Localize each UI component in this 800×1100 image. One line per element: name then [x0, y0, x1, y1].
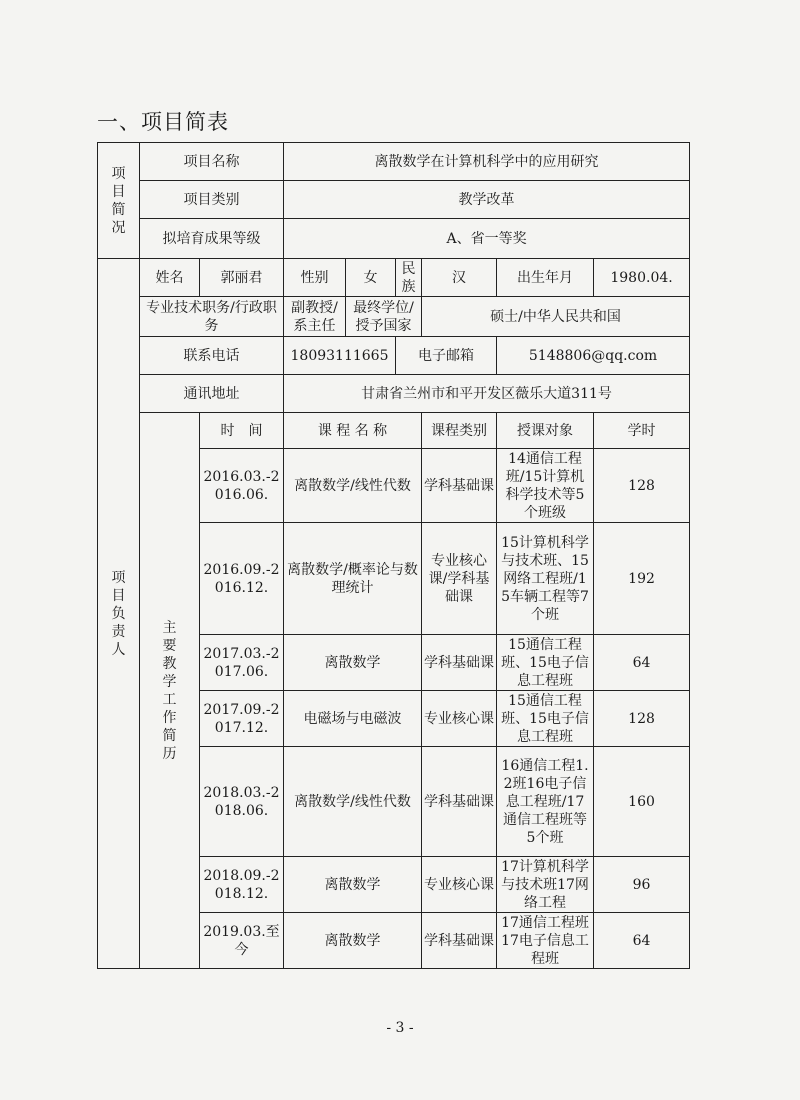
course-cell: 离散数学/线性代数	[284, 747, 422, 857]
address-label: 通讯地址	[140, 375, 284, 413]
type-cell: 学科基础课	[422, 635, 497, 691]
hours-cell: 160	[594, 747, 690, 857]
teaching-section-label: 主 要 教 学 工 作 简 历	[140, 413, 200, 969]
course-cell: 离散数学	[284, 635, 422, 691]
project-category-value: 教学改革	[284, 181, 690, 219]
type-cell: 学科基础课	[422, 449, 497, 523]
birth-date-value: 1980.04.	[594, 259, 690, 297]
birth-date-label: 出生年月	[497, 259, 594, 297]
degree-label: 最终学位/授予国家	[346, 297, 422, 337]
hours-cell: 96	[594, 857, 690, 913]
course-cell: 电磁场与电磁波	[284, 691, 422, 747]
hours-cell: 192	[594, 523, 690, 635]
project-name-value: 离散数学在计算机科学中的应用研究	[284, 143, 690, 181]
time-cell: 2016.09.-2016.12.	[200, 523, 284, 635]
type-cell: 专业核心课	[422, 857, 497, 913]
overview-section-label: 项 目 简 况	[98, 143, 140, 259]
gender-value: 女	[346, 259, 396, 297]
type-cell: 专业核心课/学科基础课	[422, 523, 497, 635]
hours-cell: 64	[594, 635, 690, 691]
time-cell: 2018.09.-2018.12.	[200, 857, 284, 913]
phone-label: 联系电话	[140, 337, 284, 375]
page-number: - 3 -	[386, 1020, 414, 1036]
course-cell: 离散数学/线性代数	[284, 449, 422, 523]
target-cell: 17通信工程班17电子信息工程班	[497, 913, 594, 969]
job-title-value: 副教授/系主任	[284, 297, 346, 337]
leader-section-label: 项 目 负 责 人	[98, 259, 140, 969]
time-cell: 2018.03.-2018.06.	[200, 747, 284, 857]
ethnicity-value: 汉	[422, 259, 497, 297]
type-cell: 专业核心课	[422, 691, 497, 747]
hours-cell: 64	[594, 913, 690, 969]
achievement-level-label: 拟培育成果等级	[140, 219, 284, 259]
job-title-label: 专业技术职务/行政职务	[140, 297, 284, 337]
column-header-hours: 学时	[594, 413, 690, 449]
project-category-label: 项目类别	[140, 181, 284, 219]
target-cell: 14通信工程班/15计算机科学技术等5个班级	[497, 449, 594, 523]
target-cell: 17计算机科学与技术班17网络工程	[497, 857, 594, 913]
hours-cell: 128	[594, 449, 690, 523]
column-header-target: 授课对象	[497, 413, 594, 449]
project-summary-table	[97, 142, 690, 969]
target-cell: 16通信工程1.2班16电子信息工程班/17通信工程班等5个班	[497, 747, 594, 857]
target-cell: 15计算机科学与技术班、15网络工程班/15车辆工程等7个班	[497, 523, 594, 635]
address-value: 甘肃省兰州市和平开发区薇乐大道311号	[284, 375, 690, 413]
hours-cell: 128	[594, 691, 690, 747]
target-cell: 15通信工程班、15电子信息工程班	[497, 635, 594, 691]
time-cell: 2019.03.至今	[200, 913, 284, 969]
type-cell: 学科基础课	[422, 747, 497, 857]
leader-name-label: 姓名	[140, 259, 200, 297]
course-cell: 离散数学	[284, 857, 422, 913]
leader-name-value: 郭丽君	[200, 259, 284, 297]
email-value: 5148806@qq.com	[497, 337, 690, 375]
email-label: 电子邮箱	[396, 337, 497, 375]
project-name-label: 项目名称	[140, 143, 284, 181]
degree-value: 硕士/中华人民共和国	[422, 297, 690, 337]
target-cell: 15通信工程班、15电子信息工程班	[497, 691, 594, 747]
achievement-level-value: A、省一等奖	[284, 219, 690, 259]
page-heading: 一、项目简表	[97, 110, 229, 134]
gender-label: 性别	[284, 259, 346, 297]
column-header-time: 时 间	[200, 413, 284, 449]
column-header-course: 课 程 名 称	[284, 413, 422, 449]
column-header-type: 课程类别	[422, 413, 497, 449]
time-cell: 2016.03.-2016.06.	[200, 449, 284, 523]
ethnicity-label: 民族	[396, 259, 422, 297]
course-cell: 离散数学	[284, 913, 422, 969]
time-cell: 2017.03.-2017.06.	[200, 635, 284, 691]
type-cell: 学科基础课	[422, 913, 497, 969]
course-cell: 离散数学/概率论与数理统计	[284, 523, 422, 635]
phone-value: 18093111665	[284, 337, 396, 375]
time-cell: 2017.09.-2017.12.	[200, 691, 284, 747]
